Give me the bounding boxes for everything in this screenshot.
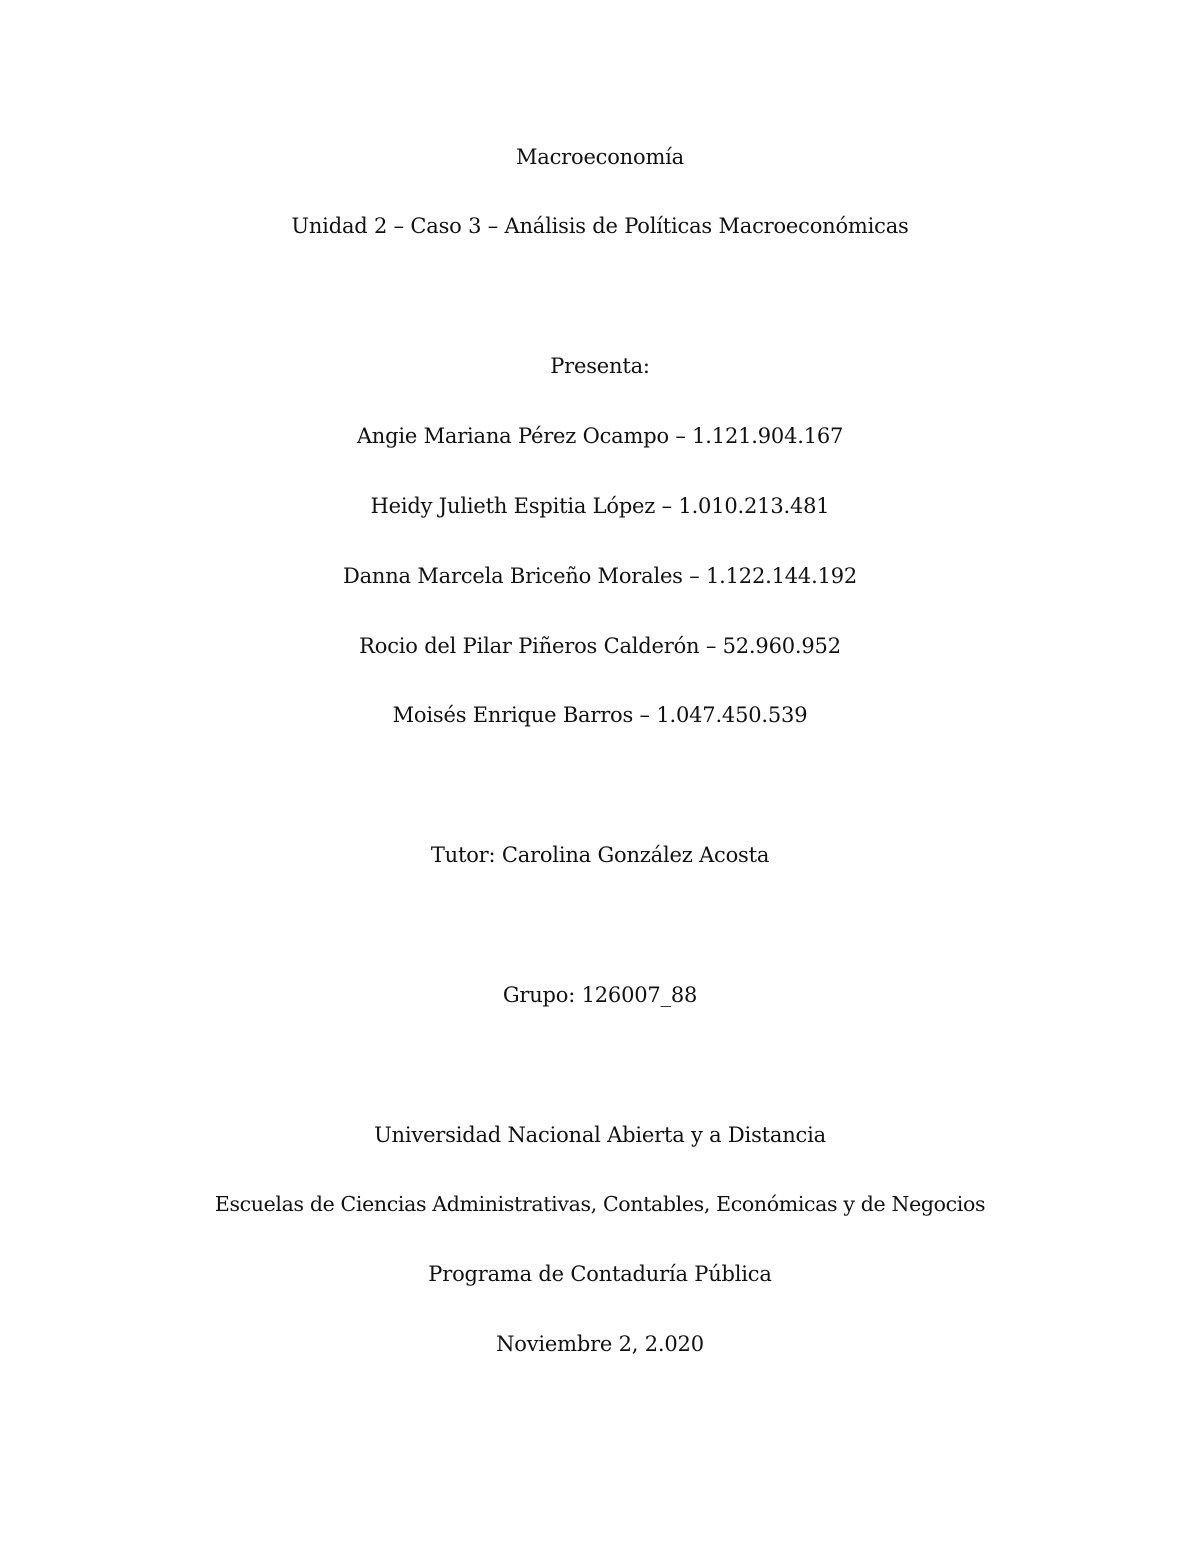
presenta-label: Presenta: — [550, 354, 650, 378]
author-line: Heidy Julieth Espitia López – 1.010.213.481 — [370, 494, 830, 518]
program-name: Programa de Contaduría Pública — [428, 1262, 772, 1286]
author-line: Angie Mariana Pérez Ocampo – 1.121.904.167 — [356, 424, 844, 448]
author-line: Moisés Enrique Barros – 1.047.450.539 — [392, 703, 808, 727]
author-line: Danna Marcela Briceño Morales – 1.122.144.192 — [342, 564, 858, 588]
university-name: Universidad Nacional Abierta y a Distancia — [374, 1123, 826, 1147]
author-line: Rocio del Pilar Piñeros Calderón – 52.960.952 — [359, 634, 841, 658]
date-line: Noviembre 2, 2.020 — [496, 1332, 704, 1356]
course-title: Macroeconomía — [515, 145, 684, 169]
school-name: Escuelas de Ciencias Administrativas, Contables, Económicas y de Negocios — [214, 1192, 986, 1216]
group-line: Grupo: 126007_88 — [502, 983, 698, 1007]
tutor-line: Tutor: Carolina González Acosta — [430, 843, 770, 867]
assignment-title: Unidad 2 – Caso 3 – Análisis de Políticas Macroeconómicas — [291, 214, 909, 238]
